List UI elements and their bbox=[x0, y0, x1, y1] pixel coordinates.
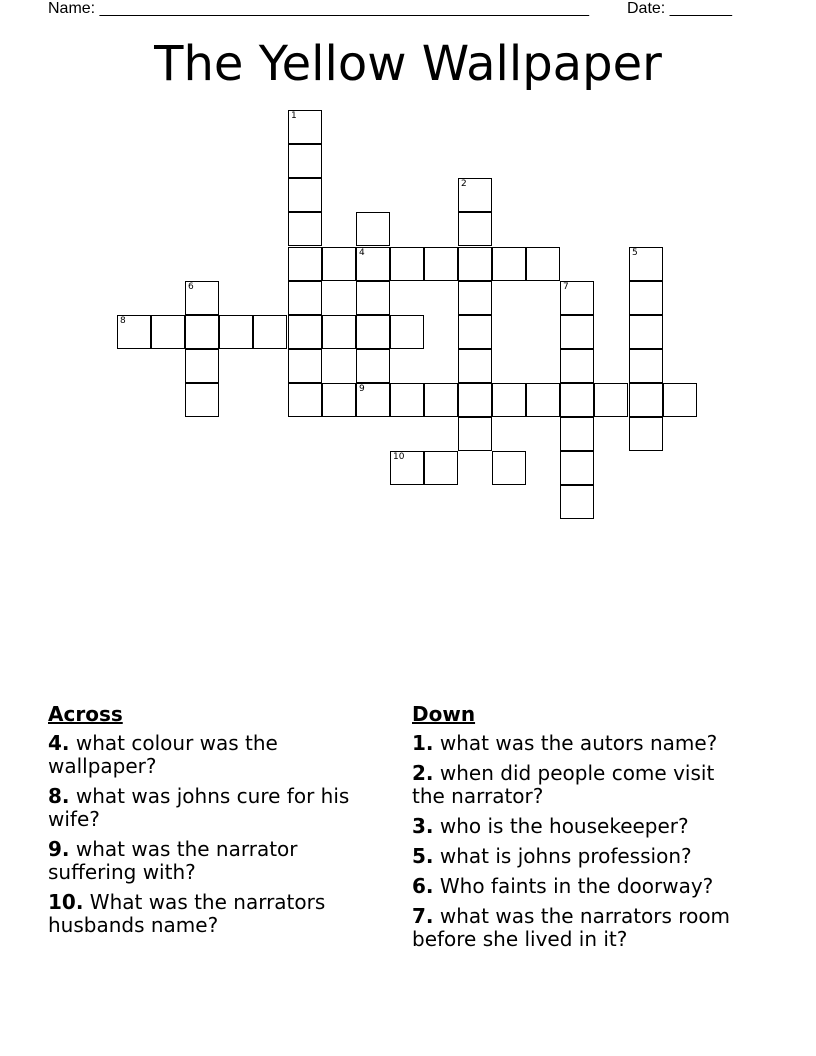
grid-cell[interactable] bbox=[458, 247, 492, 281]
name-line: Name: _______________________________________________________ bbox=[48, 0, 589, 17]
grid-cell[interactable] bbox=[424, 383, 458, 417]
clue-text: what was the autors name? bbox=[439, 731, 718, 755]
down-clue bbox=[412, 762, 752, 808]
across-clue bbox=[48, 732, 388, 778]
grid-cell[interactable] bbox=[356, 349, 390, 383]
grid-cell[interactable] bbox=[288, 144, 322, 178]
grid-cell[interactable] bbox=[492, 451, 526, 485]
clue-number: 4. bbox=[48, 731, 70, 755]
clue-number: 9. bbox=[48, 837, 70, 861]
grid-cell[interactable] bbox=[288, 349, 322, 383]
grid-cell[interactable] bbox=[424, 247, 458, 281]
date-line: Date: _______ bbox=[627, 0, 732, 17]
grid-cell[interactable] bbox=[663, 383, 697, 417]
grid-cell[interactable] bbox=[492, 383, 526, 417]
grid-cell[interactable] bbox=[219, 315, 253, 349]
across-clue bbox=[48, 785, 388, 831]
grid-cell[interactable] bbox=[288, 247, 322, 281]
cell-number: 9 bbox=[359, 384, 365, 394]
cell-number: 10 bbox=[393, 452, 405, 462]
down-clues bbox=[412, 702, 752, 958]
clue-number: 1. bbox=[412, 731, 434, 755]
grid-cell[interactable] bbox=[356, 383, 390, 417]
grid-cell[interactable] bbox=[185, 315, 219, 349]
grid-cell[interactable] bbox=[594, 383, 628, 417]
grid-cell[interactable] bbox=[629, 281, 663, 315]
down-clue bbox=[412, 815, 752, 838]
grid-cell[interactable] bbox=[629, 349, 663, 383]
grid-cell[interactable] bbox=[629, 315, 663, 349]
grid-cell[interactable] bbox=[185, 349, 219, 383]
clue-number: 6. bbox=[412, 874, 434, 898]
clue-number: 8. bbox=[48, 784, 70, 808]
grid-cell[interactable] bbox=[185, 383, 219, 417]
clue-text: what is johns profession? bbox=[439, 844, 692, 868]
clue-text: what was johns cure for his wife? bbox=[48, 784, 350, 831]
cell-number: 2 bbox=[461, 179, 467, 189]
down-clue bbox=[412, 845, 752, 868]
grid-cell[interactable] bbox=[458, 281, 492, 315]
grid-cell[interactable] bbox=[458, 315, 492, 349]
grid-cell[interactable] bbox=[560, 383, 594, 417]
grid-cell[interactable] bbox=[560, 281, 594, 315]
down-clue bbox=[412, 732, 752, 755]
cell-number: 8 bbox=[120, 316, 126, 326]
grid-cell[interactable] bbox=[458, 212, 492, 246]
clue-text: who is the housekeeper? bbox=[439, 814, 689, 838]
grid-cell[interactable] bbox=[629, 417, 663, 451]
grid-cell[interactable] bbox=[288, 383, 322, 417]
grid-cell[interactable] bbox=[322, 247, 356, 281]
grid-cell[interactable] bbox=[629, 383, 663, 417]
grid-cell[interactable] bbox=[560, 315, 594, 349]
clue-number: 3. bbox=[412, 814, 434, 838]
grid-cell[interactable] bbox=[322, 315, 356, 349]
grid-cell[interactable] bbox=[458, 178, 492, 212]
grid-cell[interactable] bbox=[390, 247, 424, 281]
grid-cell[interactable] bbox=[356, 247, 390, 281]
cell-number: 4 bbox=[359, 248, 365, 258]
across-clue bbox=[48, 838, 388, 884]
across-heading: Across bbox=[48, 702, 123, 726]
grid-cell[interactable] bbox=[458, 349, 492, 383]
grid-cell[interactable] bbox=[185, 281, 219, 315]
grid-cell[interactable] bbox=[322, 383, 356, 417]
grid-cell[interactable] bbox=[288, 110, 322, 144]
grid-cell[interactable] bbox=[151, 315, 185, 349]
grid-cell[interactable] bbox=[458, 383, 492, 417]
grid-cell[interactable] bbox=[560, 485, 594, 519]
grid-cell[interactable] bbox=[560, 417, 594, 451]
grid-cell[interactable] bbox=[560, 451, 594, 485]
clue-text: what was the narrator suffering with? bbox=[48, 837, 298, 884]
cell-number: 5 bbox=[632, 248, 638, 258]
clue-number: 2. bbox=[412, 761, 434, 785]
clue-text: Who faints in the doorway? bbox=[439, 874, 714, 898]
grid-cell[interactable] bbox=[117, 315, 151, 349]
grid-cell[interactable] bbox=[560, 349, 594, 383]
page-title: The Yellow Wallpaper bbox=[154, 36, 662, 92]
grid-cell[interactable] bbox=[288, 281, 322, 315]
clue-text: What was the narrators husbands name? bbox=[48, 890, 326, 937]
grid-cell[interactable] bbox=[526, 247, 560, 281]
grid-cell[interactable] bbox=[629, 247, 663, 281]
across-clue bbox=[48, 891, 388, 937]
clue-text: what colour was the wallpaper? bbox=[48, 731, 278, 778]
clue-text: what was the narrators room before she lived in it? bbox=[412, 904, 731, 951]
grid-cell[interactable] bbox=[356, 315, 390, 349]
clue-text: when did people come visit the narrator? bbox=[412, 761, 715, 808]
grid-cell[interactable] bbox=[492, 247, 526, 281]
down-heading: Down bbox=[412, 702, 476, 726]
clue-number: 5. bbox=[412, 844, 434, 868]
grid-cell[interactable] bbox=[288, 178, 322, 212]
grid-cell[interactable] bbox=[458, 417, 492, 451]
grid-cell[interactable] bbox=[253, 315, 287, 349]
grid-cell[interactable] bbox=[288, 212, 322, 246]
cell-number: 7 bbox=[563, 282, 569, 292]
grid-cell[interactable] bbox=[390, 383, 424, 417]
cell-number: 1 bbox=[291, 111, 297, 121]
grid-cell[interactable] bbox=[356, 281, 390, 315]
grid-cell[interactable] bbox=[390, 315, 424, 349]
grid-cell[interactable] bbox=[424, 451, 458, 485]
clue-number: 10. bbox=[48, 890, 84, 914]
grid-cell[interactable] bbox=[526, 383, 560, 417]
down-clue bbox=[412, 875, 752, 898]
down-clue bbox=[412, 905, 752, 951]
across-clues bbox=[48, 702, 388, 944]
grid-cell[interactable] bbox=[288, 315, 322, 349]
cell-number: 6 bbox=[188, 282, 194, 292]
grid-cell[interactable] bbox=[356, 212, 390, 246]
clue-number: 7. bbox=[412, 904, 434, 928]
grid-cell[interactable] bbox=[390, 451, 424, 485]
